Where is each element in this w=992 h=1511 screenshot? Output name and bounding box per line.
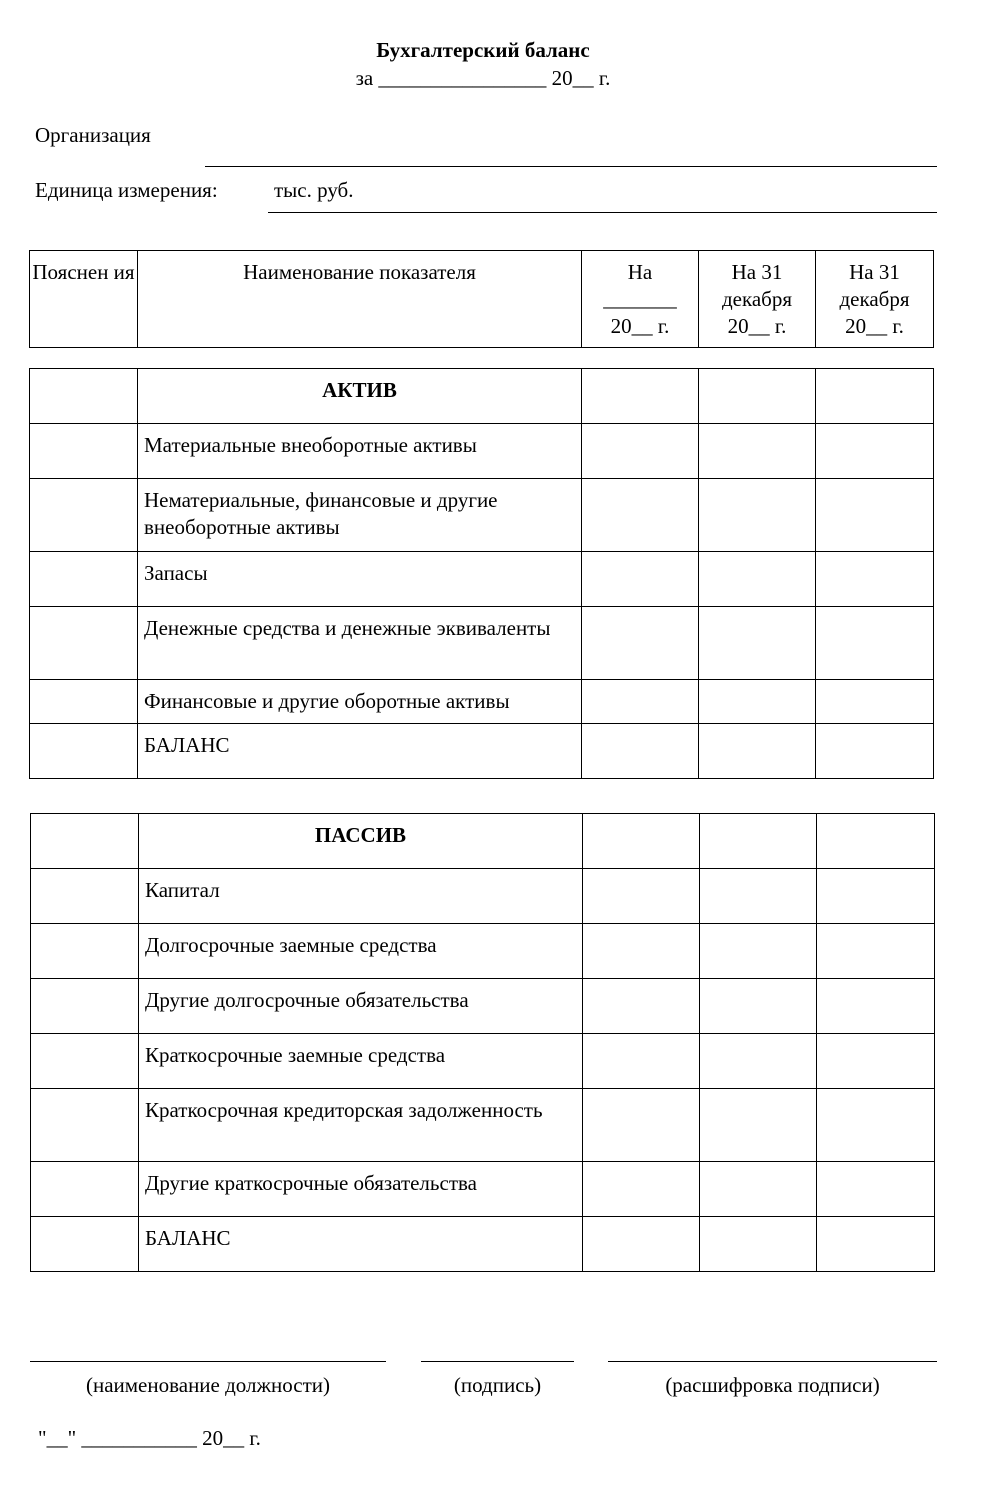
- organization-label: Организация: [35, 123, 151, 147]
- decoding-signature-line[interactable]: [608, 1361, 937, 1362]
- signature-caption: (подпись): [453, 1373, 542, 1397]
- table-row: [31, 869, 935, 924]
- position-signature-line[interactable]: [30, 1361, 386, 1362]
- table-row: [31, 979, 935, 1034]
- liabilities-row-label: Долгосрочные заемные средства: [139, 924, 583, 979]
- assets-table: [29, 368, 934, 779]
- assets-balance-label: БАЛАНС: [138, 724, 582, 779]
- unit-value: тыс. руб.: [274, 178, 354, 202]
- unit-label: Единица измерения:: [35, 178, 218, 202]
- table-row: [31, 1089, 935, 1162]
- table-row: [30, 479, 934, 552]
- table-row: [30, 724, 934, 779]
- liabilities-section-title: ПАССИВ: [139, 814, 583, 869]
- table-header: [29, 250, 934, 348]
- position-caption: (наименование должности): [85, 1373, 331, 1397]
- decoding-caption: (расшифровка подписи): [665, 1373, 880, 1397]
- signature-date: "__" ___________ 20__ г.: [38, 1426, 261, 1450]
- header-date3-column: На 31 декабря 20__ г.: [816, 251, 934, 348]
- organization-field-line[interactable]: [205, 166, 937, 167]
- liabilities-balance-label: БАЛАНС: [139, 1217, 583, 1272]
- header-date1-line1: На: [627, 260, 653, 284]
- table-row: [31, 1162, 935, 1217]
- liabilities-row-label: Капитал: [139, 869, 583, 924]
- table-row: [30, 552, 934, 607]
- table-row: [31, 924, 935, 979]
- header-date1-column: [582, 251, 699, 348]
- assets-row-label: Финансовые и другие оборотные активы: [138, 680, 582, 724]
- header-name-column: Наименование показателя: [138, 251, 582, 348]
- liabilities-row-label: Краткосрочные заемные средства: [139, 1034, 583, 1089]
- header-note-column: Пояснен ия: [30, 251, 138, 348]
- table-row: [30, 369, 934, 424]
- signature-line[interactable]: [421, 1361, 574, 1362]
- table-row: [31, 1217, 935, 1272]
- liabilities-row-label: Другие краткосрочные обязательства: [139, 1162, 583, 1217]
- assets-row-label: Денежные средства и денежные эквиваленты: [138, 607, 582, 680]
- table-row: [31, 814, 935, 869]
- document-title: Бухгалтерский баланс: [376, 38, 590, 62]
- assets-row-label: Материальные внеоборотные активы: [138, 424, 582, 479]
- header-date2-column: На 31 декабря 20__ г.: [699, 251, 816, 348]
- table-row: [30, 607, 934, 680]
- header-date1-line3: 20__ г.: [610, 314, 670, 338]
- table-row: [30, 680, 934, 724]
- table-row: [31, 1034, 935, 1089]
- assets-section-title: АКТИВ: [138, 369, 582, 424]
- liabilities-row-label: Краткосрочная кредиторская задолженность: [139, 1089, 583, 1162]
- unit-field-line: [268, 212, 937, 213]
- reporting-period: за ________________ 20__ г.: [355, 66, 611, 90]
- header-date1-line2: _______: [603, 287, 677, 311]
- assets-row-label: Нематериальные, финансовые и другие внеоборотные активы: [138, 479, 582, 552]
- liabilities-row-label: Другие долгосрочные обязательства: [139, 979, 583, 1034]
- liabilities-table: [30, 813, 935, 1272]
- assets-row-label: Запасы: [138, 552, 582, 607]
- table-row: [30, 424, 934, 479]
